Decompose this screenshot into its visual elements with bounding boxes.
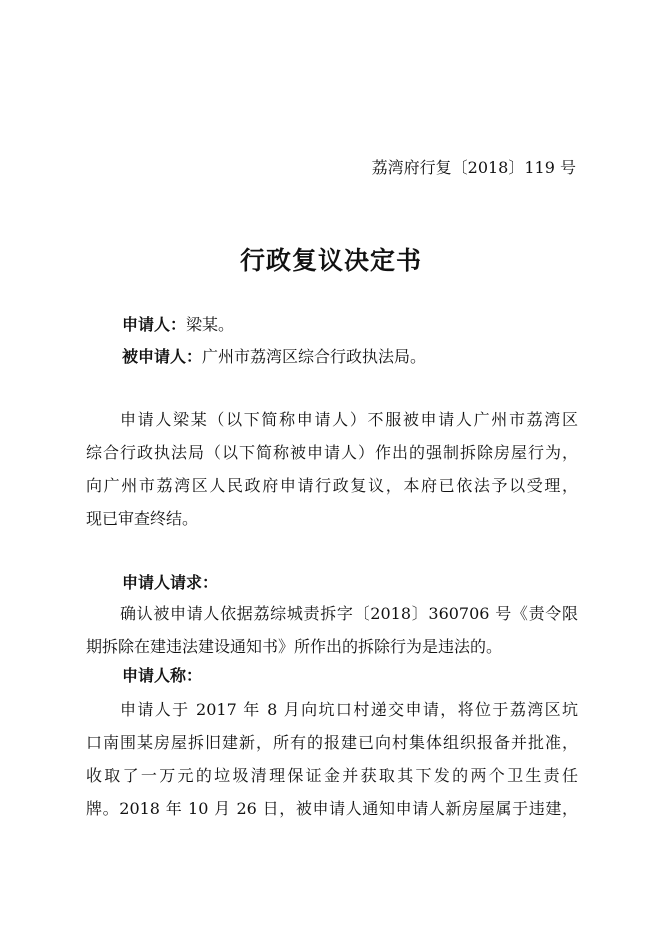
respondent-label: 被申请人： — [122, 347, 203, 366]
document-title: 行政复议决定书 — [239, 246, 422, 275]
intro-paragraph — [86, 403, 578, 535]
request-heading: 申请人请求： — [122, 573, 219, 592]
intro-line: 向广州市荔湾区人民政府申请行政复议，本府已依法予以受理， — [86, 476, 578, 495]
intro-line: 综合行政执法局（以下简称被申请人）作出的强制拆除房屋行为， — [86, 443, 578, 462]
document-number: 荔湾府行复〔2018〕119 号 — [371, 158, 576, 177]
claim-paragraph — [86, 693, 578, 825]
respondent-line — [122, 345, 426, 369]
request-line: 期拆除在建违法建设通知书》所作出的拆除行为是违法的。 — [86, 637, 503, 656]
respondent-value: 广州市荔湾区综合行政执法局。 — [202, 347, 427, 366]
claim-line: 口南围某房屋拆旧建新，所有的报建已向村集体组织报备并批准， — [86, 733, 578, 752]
applicant-label: 申请人： — [122, 315, 187, 334]
request-line: 确认被申请人依据荔综城责拆字〔2018〕360706 号《责令限 — [120, 604, 578, 623]
claim-heading: 申请人称： — [122, 666, 203, 685]
intro-line: 现已审查终结。 — [86, 509, 199, 528]
applicant-value: 梁某。 — [186, 315, 235, 334]
claim-line: 申请人于 2017 年 8 月向坑口村递交申请，将位于荔湾区坑 — [120, 700, 578, 719]
claim-line: 收取了一万元的垃圾清理保证金并获取其下发的两个卫生责任 — [86, 766, 578, 785]
applicant-line — [122, 313, 234, 337]
intro-line: 申请人梁某（以下简称申请人）不服被申请人广州市荔湾区 — [120, 410, 578, 429]
request-paragraph — [86, 597, 578, 663]
claim-line: 牌。2018 年 10 月 26 日，被申请人通知申请人新房屋属于违建， — [86, 799, 578, 818]
